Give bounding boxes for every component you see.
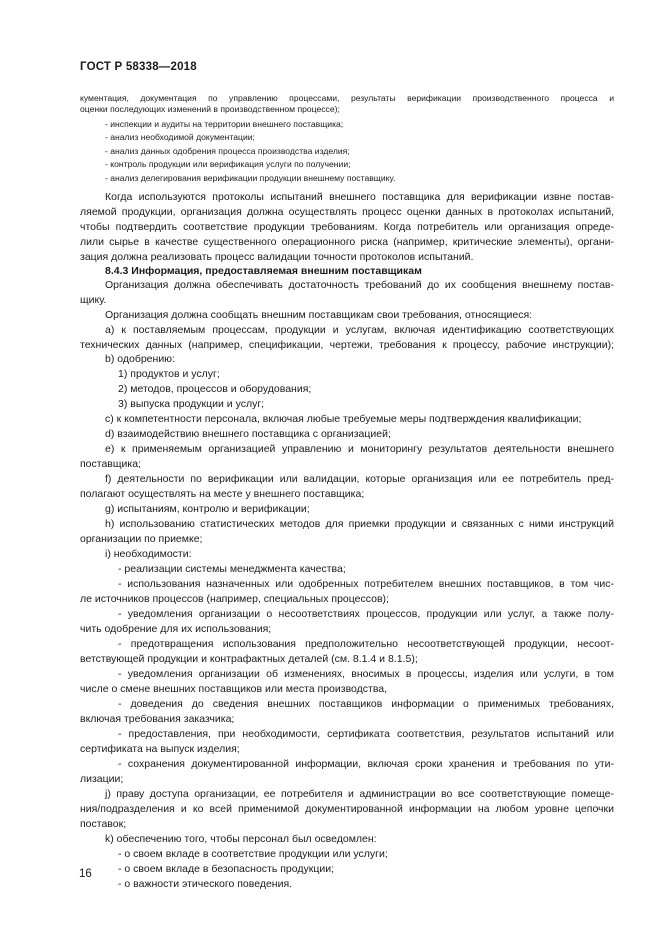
text-line: сертификата на выпуск изделия; <box>80 743 240 755</box>
text-line: а) к поставляемым процессам, продукции и услугам, включая идентификацию соответствующих <box>105 324 614 336</box>
list-item: - анализ необходимой документации; <box>105 132 255 142</box>
text-line: щику. <box>80 294 107 306</box>
list-item: - контроль продукции или верификация услуги по получении; <box>105 159 351 169</box>
text-line: лизации; <box>80 773 124 785</box>
text-line: g) испытаниям, контролю и верификации; <box>105 503 310 515</box>
text-line: полагают осуществлять на месте у внешнего поставщика; <box>80 488 365 500</box>
text-line: i) необходимости: <box>105 548 192 560</box>
list-item: - реализации системы менеджмента качества; <box>118 563 346 575</box>
text-line: организации по приемке; <box>80 533 203 545</box>
text-line: Организация должна сообщать внешним поставщикам свои требования, относящиеся: <box>105 309 533 321</box>
list-item: - сохранения документированной информации, включая сроки хранения и требования по ути- <box>118 758 614 770</box>
text-line: Когда используются протоколы испытаний внешнего поставщика для верификации извне постав- <box>105 191 614 203</box>
text-line: оценки последующих изменений в производственном процессе); <box>80 104 340 114</box>
text-line: поставок; <box>80 818 127 830</box>
list-item: - анализ делегирования верификации продукции внешнему поставщику. <box>105 173 396 183</box>
text-line: поставщика; <box>80 458 141 470</box>
list-item: - инспекции и аудиты на территории внешнего поставщика; <box>105 119 344 129</box>
text-line: Организация должна обеспечивать достаточность требований до их сообщения внешнему постав- <box>105 279 614 291</box>
text-line: с) к компетентности персонала, включая любые требуемые меры подтверждения квалификации; <box>105 413 582 425</box>
text-line: включая требования заказчика; <box>80 713 235 725</box>
text-line: ляемой продукции, организация должна осуществлять процесс оценки данных в протоколах испытаний, <box>80 206 614 218</box>
text-line: е) к применяемым организацией управлению и мониторингу результатов деятельности внешнего <box>105 443 614 455</box>
list-item: - о важности этического поведения. <box>118 878 293 890</box>
list-item: 1) продуктов и услуг; <box>118 368 220 380</box>
text-line: зация должна реализовать процесс валидации точности протоколов испытаний. <box>80 251 474 263</box>
text-line: кументация, документация по управлению процессами, результаты верификации производственного процесса и <box>80 93 614 103</box>
list-item: - о своем вкладе в соответствие продукции или услуги; <box>118 848 388 860</box>
text-line: b) одобрению: <box>105 353 175 365</box>
text-line: чтобы подтвердить соответствие продукции требованиям. Когда потребитель или организация опреде- <box>80 221 614 233</box>
list-item: - уведомления организации о несоответствиях процессов, продукции или услуг, а также полу- <box>118 608 614 620</box>
text-line: k) обеспечению того, чтобы персонал был осведомлен: <box>105 833 377 845</box>
text-line: технических данных (например, спецификации, чертежи, требования к процессу, рабочие инструкции); <box>80 339 614 351</box>
list-item: - анализ данных одобрения процесса производства изделия; <box>105 146 350 156</box>
text-line: числе о смене внешних поставщиков или места производства, <box>80 683 388 695</box>
list-item: - уведомления организации об изменениях, вносимых в процессы, изделия или услуги, в том <box>118 668 614 680</box>
text-line: чить одобрение для их использования; <box>80 623 272 635</box>
list-item: - предотвращения использования предположительно несоответствующей продукции, несоот- <box>118 638 614 650</box>
text-line: ле источников процессов (например, специальных процессов); <box>80 593 389 605</box>
text-line: f) деятельности по верификации или валидации, которые организация или ее потребитель пред- <box>105 473 614 485</box>
text-line: h) использованию статистических методов для приемки продукции и связанных с ними инструкций <box>105 518 614 530</box>
page-number: 16 <box>79 868 92 880</box>
list-item: - предоставления, при необходимости, сертификата соответствия, результатов испытаний или <box>118 728 614 740</box>
list-item: - доведения до сведения внешних поставщиков информации о применимых требованиях, <box>118 698 614 710</box>
list-item: - использования назначенных или одобренных потребителем внешних поставщиков, в том чис- <box>118 578 614 590</box>
text-line: ветствующей продукции и контрафактных деталей (см. 8.1.4 и 8.1.5); <box>80 653 418 665</box>
text-line: ния/подразделения и ко всей применимой документированной информации на любом уровне цепочки <box>80 803 614 815</box>
list-item: 3) выпуска продукции и услуг; <box>118 398 265 410</box>
standard-header: ГОСТ Р 58338—2018 <box>80 61 197 73</box>
list-item: 2) методов, процессов и оборудования; <box>118 383 312 395</box>
list-item: - о своем вкладе в безопасность продукции; <box>118 863 334 875</box>
text-line: лили сырье в качестве существенного операционного риска (например, критические элементы), органи- <box>80 236 614 248</box>
text-line: d) взаимодействию внешнего поставщика с организацией; <box>105 428 391 440</box>
text-line: j) праву доступа организации, ее потребителя и администрации во все соответствующие помеще- <box>105 788 614 800</box>
section-heading: 8.4.3 Информация, предоставляемая внешним поставщикам <box>105 265 422 277</box>
